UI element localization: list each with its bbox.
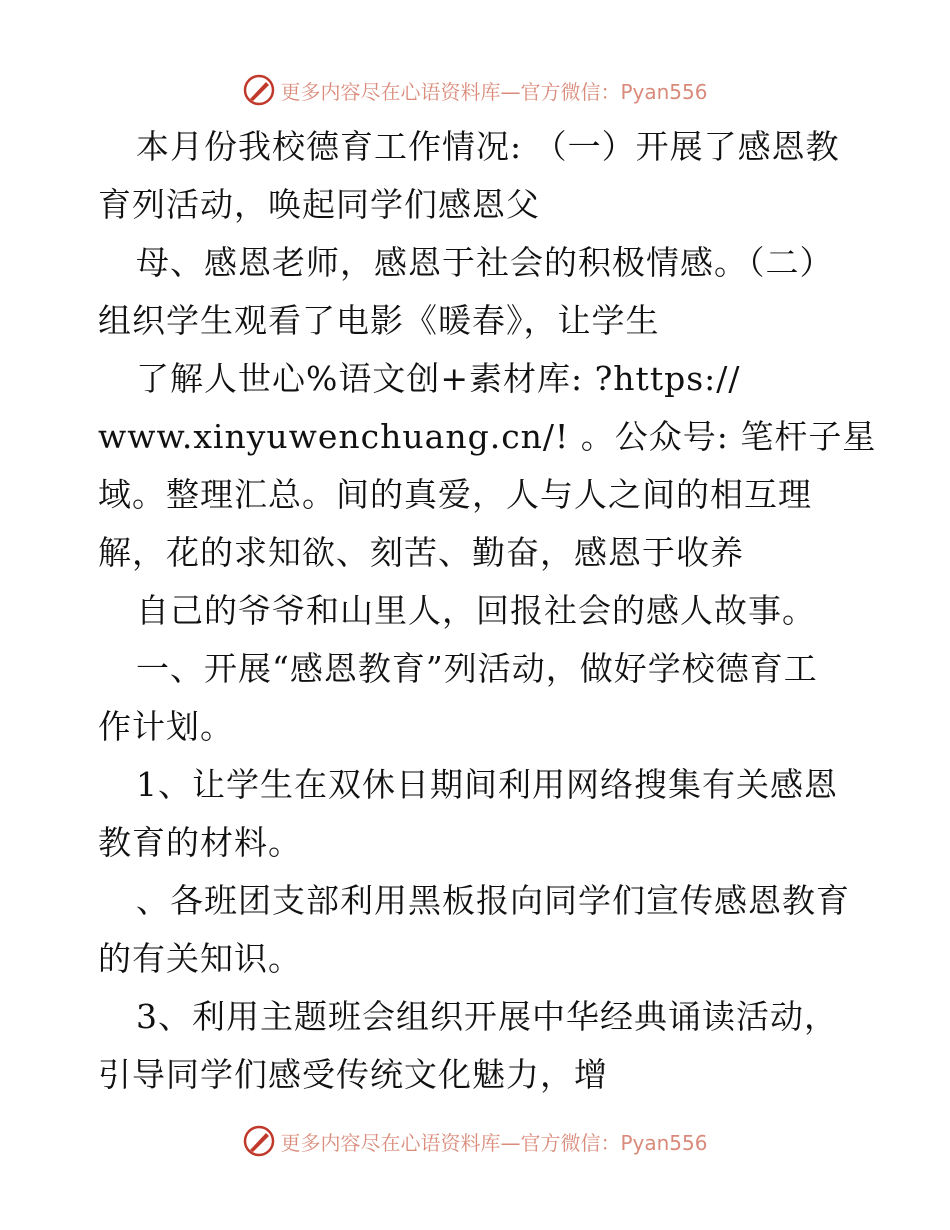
text-line: www.xinyuwenchuang.cn/! 。公众号: 笔杆子星	[98, 417, 877, 456]
text-line: 、各班团支部利用黑板报向同学们宣传感恩教育	[136, 881, 850, 920]
text-line: 母、感恩老师，感恩于社会的积极情感。（二）	[136, 243, 834, 282]
text-line: 的有关知识。	[98, 939, 302, 978]
footer-watermark	[0, 1121, 950, 1161]
watermark-text: 更多内容尽在心语资料库—官方微信：Pyan556	[280, 1130, 708, 1155]
text-line: 了解人世心%语文创+素材库: ?https://	[136, 359, 741, 398]
text-line: 1、让学生在双休日期间利用网络搜集有关感恩	[136, 765, 838, 804]
text-line: 教育的材料。	[98, 823, 302, 862]
header-watermark	[0, 70, 950, 110]
text-line: 育列活动，唤起同学们感恩父	[98, 185, 540, 224]
text-line: 域。整理汇总。间的真爱，人与人之间的相互理	[98, 475, 812, 514]
text-line: 作计划。	[98, 707, 234, 746]
text-line: 解，花的求知欲、刻苦、勤奋，感恩于收养	[98, 533, 744, 572]
quill-seal-icon	[242, 73, 276, 107]
text-line: 自己的爷爷和山里人，回报社会的感人故事。	[136, 591, 816, 630]
quill-seal-icon	[242, 1124, 276, 1158]
watermark-text: 更多内容尽在心语资料库—官方微信：Pyan556	[280, 79, 708, 104]
text-line: 引导同学们感受传统文化魅力，增	[98, 1055, 608, 1094]
document-body	[98, 118, 877, 1104]
text-line: 一、开展“感恩教育”列活动，做好学校德育工	[136, 649, 818, 688]
text-line: 组织学生观看了电影《暖春》，让学生	[98, 301, 660, 340]
text-line: 本月份我校德育工作情况: （一）开展了感恩教	[136, 127, 840, 166]
text-line: 3、利用主题班会组织开展中华经典诵读活动，	[136, 997, 838, 1036]
